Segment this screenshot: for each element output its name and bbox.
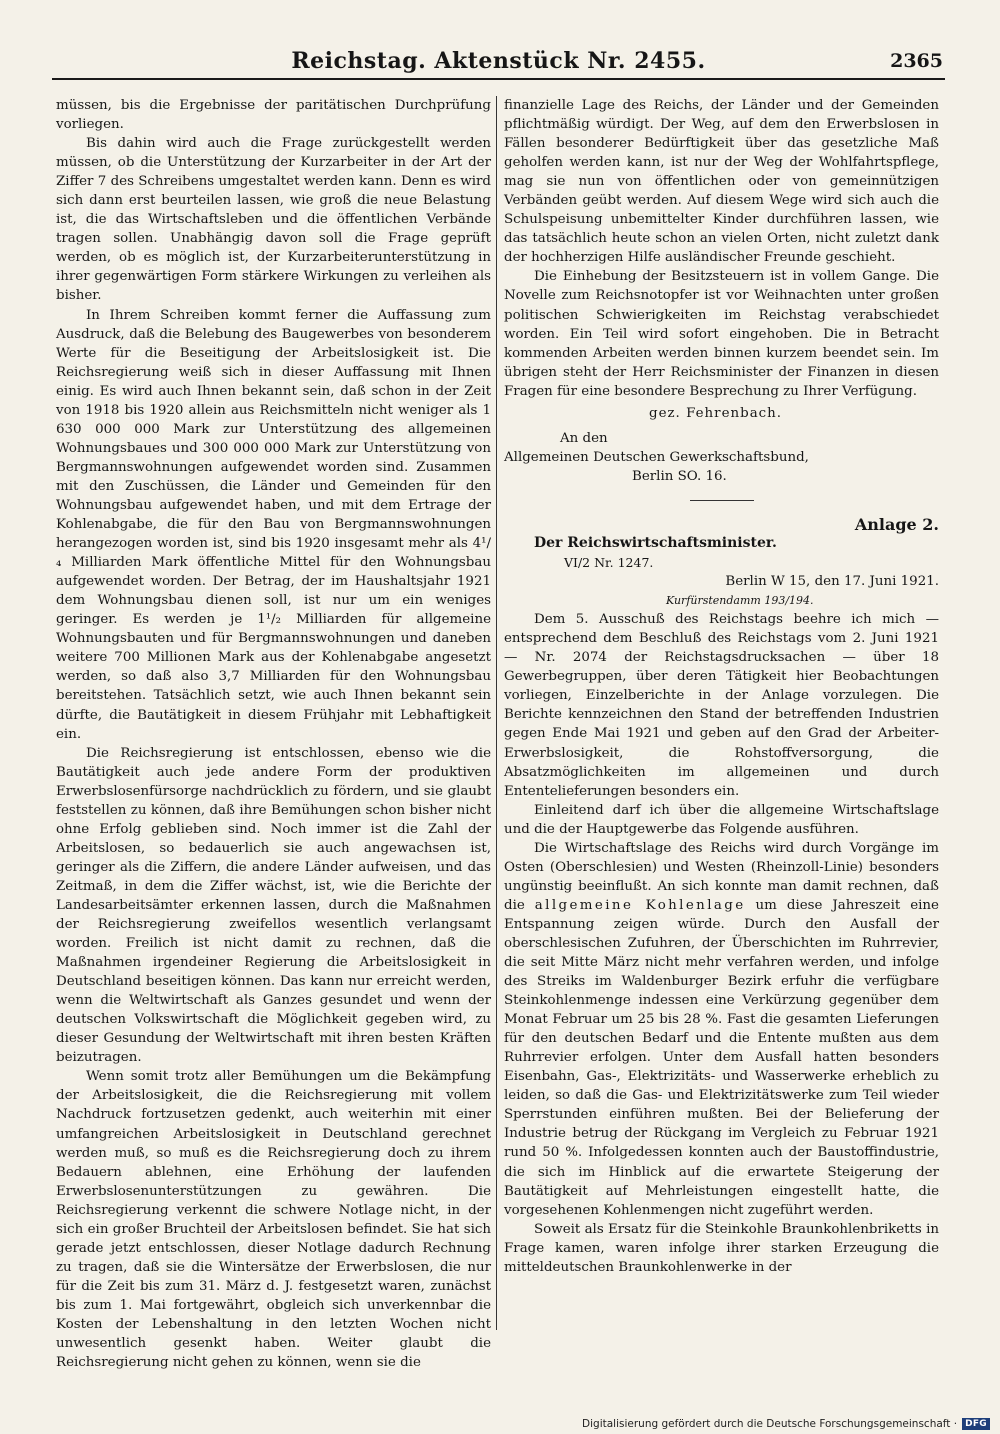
running-title: Reichstag. Aktenstück Nr. 2455. xyxy=(291,48,706,74)
spaced-emphasis: allgemeine Kohlenlage xyxy=(534,897,746,913)
address-line: Berlin SO. 16. xyxy=(632,468,727,484)
footer-credit: Digitalisierung gefördert durch die Deutsche Forschungsgemeinschaft · xyxy=(582,1418,958,1430)
paragraph: Bis dahin wird auch die Frage zurückgestellt werden müssen, ob die Unterstützung der Kurzarbeiter in der Art der Ziffer 7 des Schreibens umgestaltet werden kann. Denn es wird sich dann erst beurteilen lassen, wie groß die neue Belastung ist, die das Wirtschaftsleben und die öffentlichen Verbände tragen sollen. Unabhängig davon soll die Frage geprüft werden, ob es möglich ist, der Kurzarbeiterunterstützung in ihrer gegenwärtigen Form stärkere Wirkungen zu verleihen als bisher. xyxy=(56,136,491,304)
ministry-heading: Der Reichswirtschaftsminister. xyxy=(534,534,777,551)
right-column xyxy=(504,96,939,1277)
page-header xyxy=(52,44,945,80)
phone-line: Kurfürstendamm 193/194. xyxy=(666,594,814,608)
paragraph: müssen, bis die Ergebnisse der paritätischen Durchprüfung vorliegen. xyxy=(56,98,491,133)
anlage-heading: Anlage 2. xyxy=(854,514,939,534)
signature-block xyxy=(504,404,939,486)
paragraph: Dem 5. Ausschuß des Reichstags beehre ich mich — entsprechend dem Beschluß des Reichstags vom 2. Juni 1921 — Nr. 2074 der Reichstagsdrucksachen — über 18 Gewerbegruppen, über deren Tätigkeit hier Beobachtungen vorliegen, Einzelberichte in der Anlage vorzulegen. Die Berichte kennzeichnen den Stand der betreffenden Industrien gegen Ende Mai 1921 und geben auf den Grad der Arbeiter-Erwerbslosigkeit, die Rohstoffversorgung, die Absatzmöglichkeiten im allgemeinen und durch Ententelieferungen besonders ein. xyxy=(504,612,939,799)
dateline: Berlin W 15, den 17. Juni 1921. xyxy=(725,574,939,590)
reference-number: VI/2 Nr. 1247. xyxy=(564,555,654,571)
section-rule xyxy=(690,500,754,501)
column-divider xyxy=(496,96,497,1330)
paragraph xyxy=(504,839,939,1220)
paragraph: In Ihrem Schreiben kommt ferner die Auffassung zum Ausdruck, daß die Belebung des Baugewerbes von besonderem Werte für die Beseitigung der Arbeitslosigkeit ist. Die Reichsregierung weiß sich in dieser Auffassung mit Ihnen einig. Es wird auch Ihnen bekannt sein, daß schon in der Zeit von 1918 bis 1920 allein aus Reichsmitteln nicht weniger als 1 630 000 000 Mark zur Unterstützung des allgemeinen Wohnungsbaues und 300 000 000 Mark zur Unterstützung von Bergmannswohnungen aufgewendet worden sind. Zusammen mit den Zuschüssen, die Länder und Gemeinden für den Wohnungsbau aufgewendet haben, und mit dem Ertrage der Kohlenabgabe, die für den Bau von Bergmannswohnungen herangezogen worden ist, sind bis 1920 insgesamt mehr als 4¹/₄ Milliarden Mark öffentliche Mittel für den Wohnungsbau aufgewendet worden. Der Betrag, der im Haushaltsjahr 1921 dem Wohnungsbau dienen soll, ist nur um ein weniges geringer. Es werden je 1¹/₂ Milliarden für allgemeine Wohnungsbauten und für Bergmannswohnungen und daneben weitere 700 Millionen Mark aus der Kohlenabgabe angesetzt werden, so daß also 3,7 Milliarden für den Wohnungsbau bereitstehen. Tatsächlich setzt, wie auch Ihnen bekannt sein dürfte, die Bautätigkeit in diesem Frühjahr mit Lebhaftigkeit ein. xyxy=(56,307,491,742)
address-line: Allgemeinen Deutschen Gewerkschaftsbund, xyxy=(504,449,809,465)
page-number: 2365 xyxy=(890,50,943,72)
paragraph: Einleitend darf ich über die allgemeine Wirtschaftslage und die der Hauptgewerbe das Folgende ausführen. xyxy=(504,802,939,837)
address-line: An den xyxy=(560,430,608,446)
text-run: Die Wirtschaftslage des Reichs wird durch Vorgänge im Osten (Oberschlesien) und Westen (Rheinzoll-Linie) besonders ungünstig beeinflußt. An sich konnte man damit rechnen, daß die xyxy=(504,840,939,913)
text-run: um diese Jahreszeit eine Entspannung zeigen würde. Durch den Ausfall der oberschlesischen Zufuhren, der Überschichten im Ruhrrevier, die seit Mitte März nicht mehr verfahren werden, und infolge des Streiks im Waldenburger Bezirk erfuhr die verfügbare Steinkohlenmenge indessen eine Verkürzung gegenüber dem Monat Februar um 25 bis 28 %. Fast die gesamten Lieferungen für den deutschen Bedarf und die Entente mußten aus dem Ruhrrevier erfolgen. Unter dem Ausfall hatten besonders Eisenbahn, Gas-, Elektrizitäts- und Wasserwerke erheblich zu leiden, so daß die Gas- und Elektrizitätswerke zum Teil wieder Sperrstunden einführen mußten. Bei der Belieferung der Industrie betrug der Rückgang im Vergleich zu Februar 1921 rund 50 %. Infolgedessen konnten auch der Baustoffindustrie, die sich im Hinblick auf die erwartete Steigerung der Bautätigkeit auf Mehrleistungen eingestellt hatte, die vorgesehenen Kohlenmengen nicht zugeführt werden. xyxy=(504,897,939,1218)
paragraph: Soweit als Ersatz für die Steinkohle Braunkohlenbriketts in Frage kamen, waren infolge ihrer starken Erzeugung die mitteldeutschen Braunkohlenwerke in der xyxy=(504,1221,939,1275)
paragraph: Wenn somit trotz aller Bemühungen um die Bekämpfung der Arbeitslosigkeit, die die Reichsregierung mit vollem Nachdruck fortzusetzen gedenkt, auch weiterhin mit einer umfangreichen Arbeitslosigkeit in Deutschland gerechnet werden muß, so muß es die Reichsregierung doch zu ihrem Bedauern ablehnen, eine Erhöhung der laufenden Erwerbslosenunterstützungen zu gewähren. Die Reichsregierung verkennt die schwere Notlage nicht, in der sich ein großer Bruchteil der Arbeitslosen befindet. Sie hat sich gerade jetzt entschlossen, dieser Notlage dadurch Rechnung zu tragen, daß sie die Wintersätze der Erwerbslosen, die nur für die Zeit bis zum 31. März d. J. festgesetzt waren, zunächst bis zum 1. Mai fortgewährt, obgleich sich unverkennbar die Kosten der Lebenshaltung in den letzten Wochen nicht unwesentlich gesenkt haben. Weiter glaubt die Reichsregierung nicht gehen zu können, wenn sie die xyxy=(56,1069,491,1371)
paragraph: Die Einhebung der Besitzsteuern ist in vollem Gange. Die Novelle zum Reichsnotopfer ist vor Weihnachten unter großen politischen Schwierigkeiten im Reichstag verabschiedet worden. Ein Teil wird sofort eingehoben. Die in Betracht kommenden Arbeiten werden binnen kurzem beendet sein. Im übrigen steht der Herr Reichsminister der Finanzen in diesen Fragen für eine besondere Besprechung zu Ihrer Verfügung. xyxy=(504,269,939,399)
dfg-logo: DFG xyxy=(962,1418,990,1430)
paragraph: finanzielle Lage des Reichs, der Länder und der Gemeinden pflichtmäßig würdigt. Der Weg, auf dem den Erwerbslosen in Fällen besonderer Bedürftigkeit über das gesetzliche Maß geholfen werden kann, ist nur der Weg der Wohlfahrtspflege, mag sie nun von öffentlichen oder von gemeinnützigen Verbänden geübt werden. Auf diesem Wege wird sich auch die Schulspeisung unbemittelter Kinder durchführen lassen, wie das tatsächlich heute schon an vielen Orten, nicht zuletzt dank der hochherzigen Hilfe ausländischer Freunde geschieht. xyxy=(504,98,939,266)
signature: gez. Fehrenbach. xyxy=(649,405,783,421)
left-column xyxy=(56,96,491,1372)
paragraph: Die Reichsregierung ist entschlossen, ebenso wie die Bautätigkeit auch jede andere Form der produktiven Erwerbslosenfürsorge nachdrücklich zu fördern, und sie glaubt feststellen zu können, daß ihre Bemühungen schon bisher nicht ohne Erfolg geblieben sind. Noch immer ist die Zahl der Arbeitslosen, so bedauerlich sie auch angewachsen ist, geringer als die Ziffern, die andere Länder aufweisen, und das Zeitmaß, in dem die Ziffer wächst, ist, wie die Berichte der Landesarbeitsämter erkennen lassen, durch die Maßnahmen der Reichsregierung zweifellos wesentlich verlangsamt worden. Freilich ist nicht damit zu rechnen, daß die Maßnahmen irgendeiner Regierung die Arbeitslosigkeit in Deutschland beseitigen können. Das kann nur erreicht werden, wenn die Weltwirtschaft als Ganzes gesundet und wenn der deutschen Volkswirtschaft die Möglichkeit gegeben wird, zu dieser Gesundung der Weltwirtschaft mit ihren besten Kräften beizutragen. xyxy=(56,745,491,1066)
digitization-footer xyxy=(582,1418,990,1430)
